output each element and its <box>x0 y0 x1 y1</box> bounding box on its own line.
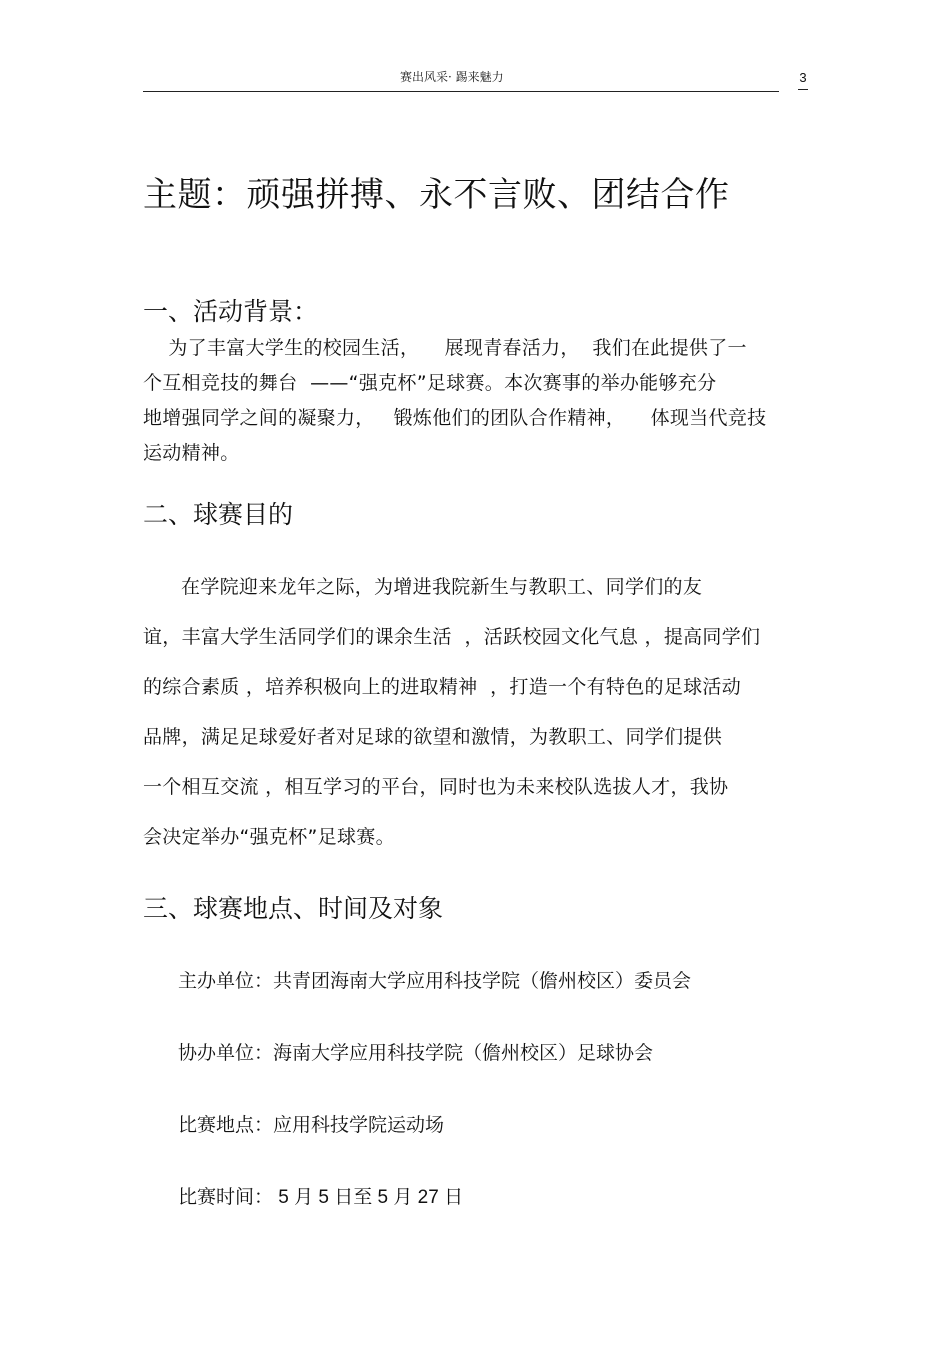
section-heading-venue: 三、球赛地点、时间及对象 <box>143 894 444 923</box>
running-header: 赛出风采· 踢来魅力 <box>400 70 504 84</box>
paragraph-line: 为了丰富大学生的校园生活， 展现青春活力， 我们在此提供了一 <box>143 337 747 359</box>
background-paragraph <box>143 331 803 471</box>
paragraph-line: 的综合素质 ，培养积极向上的进取精神 ，打造一个有特色的足球活动 <box>143 676 742 698</box>
paragraph-line: 地增强同学之间的凝聚力， 锻炼他们的团队合作精神， 体现当代竞技 <box>143 407 767 429</box>
info-row-time <box>178 1184 463 1211</box>
info-label: 比赛时间： <box>178 1186 274 1208</box>
page-title: 主题：顽强拼搏、永不言败、团结合作 <box>143 175 730 215</box>
info-value: 5 月 5 日至 5 月 27 日 <box>273 1187 464 1208</box>
paragraph-line: 在学院迎来龙年之际，为增进我院新生与教职工、同学们的友 <box>143 576 703 598</box>
paragraph-line: 会决定举办“强克杯”足球赛。 <box>143 826 395 848</box>
info-label: 比赛地点： <box>178 1114 274 1136</box>
paragraph-line: 运动精神。 <box>143 442 240 464</box>
paragraph-line: 个互相竞技的舞台 ——“强克杯”足球赛。本次赛事的举办能够充分 <box>143 372 717 394</box>
section-heading-background: 一、活动背景： <box>143 297 319 326</box>
info-label: 主办单位： <box>178 970 274 992</box>
section-heading-purpose: 二、球赛目的 <box>143 500 294 529</box>
info-row-co-organizer <box>178 1040 653 1066</box>
paragraph-line: 谊，丰富大学生活同学们的课余生活 ，活跃校园文化气息 ，提高同学们 <box>143 626 761 648</box>
info-value: 应用科技学院运动场 <box>273 1114 445 1136</box>
page-number-underline <box>798 89 808 90</box>
info-row-venue <box>178 1112 444 1138</box>
purpose-paragraph <box>143 562 803 862</box>
info-value: 共青团海南大学应用科技学院（儋州校区）委员会 <box>273 970 692 992</box>
paragraph-line: 一个相互交流 ，相互学习的平台，同时也为未来校队选拔人才，我协 <box>143 776 729 798</box>
info-label: 协办单位： <box>178 1042 274 1064</box>
info-row-organizer <box>178 968 691 994</box>
paragraph-line: 品牌，满足足球爱好者对足球的欲望和激情，为教职工、同学们提供 <box>143 726 723 748</box>
info-value: 海南大学应用科技学院（儋州校区）足球协会 <box>273 1042 654 1064</box>
page-number: 3 <box>799 70 807 85</box>
header-divider <box>143 91 779 92</box>
